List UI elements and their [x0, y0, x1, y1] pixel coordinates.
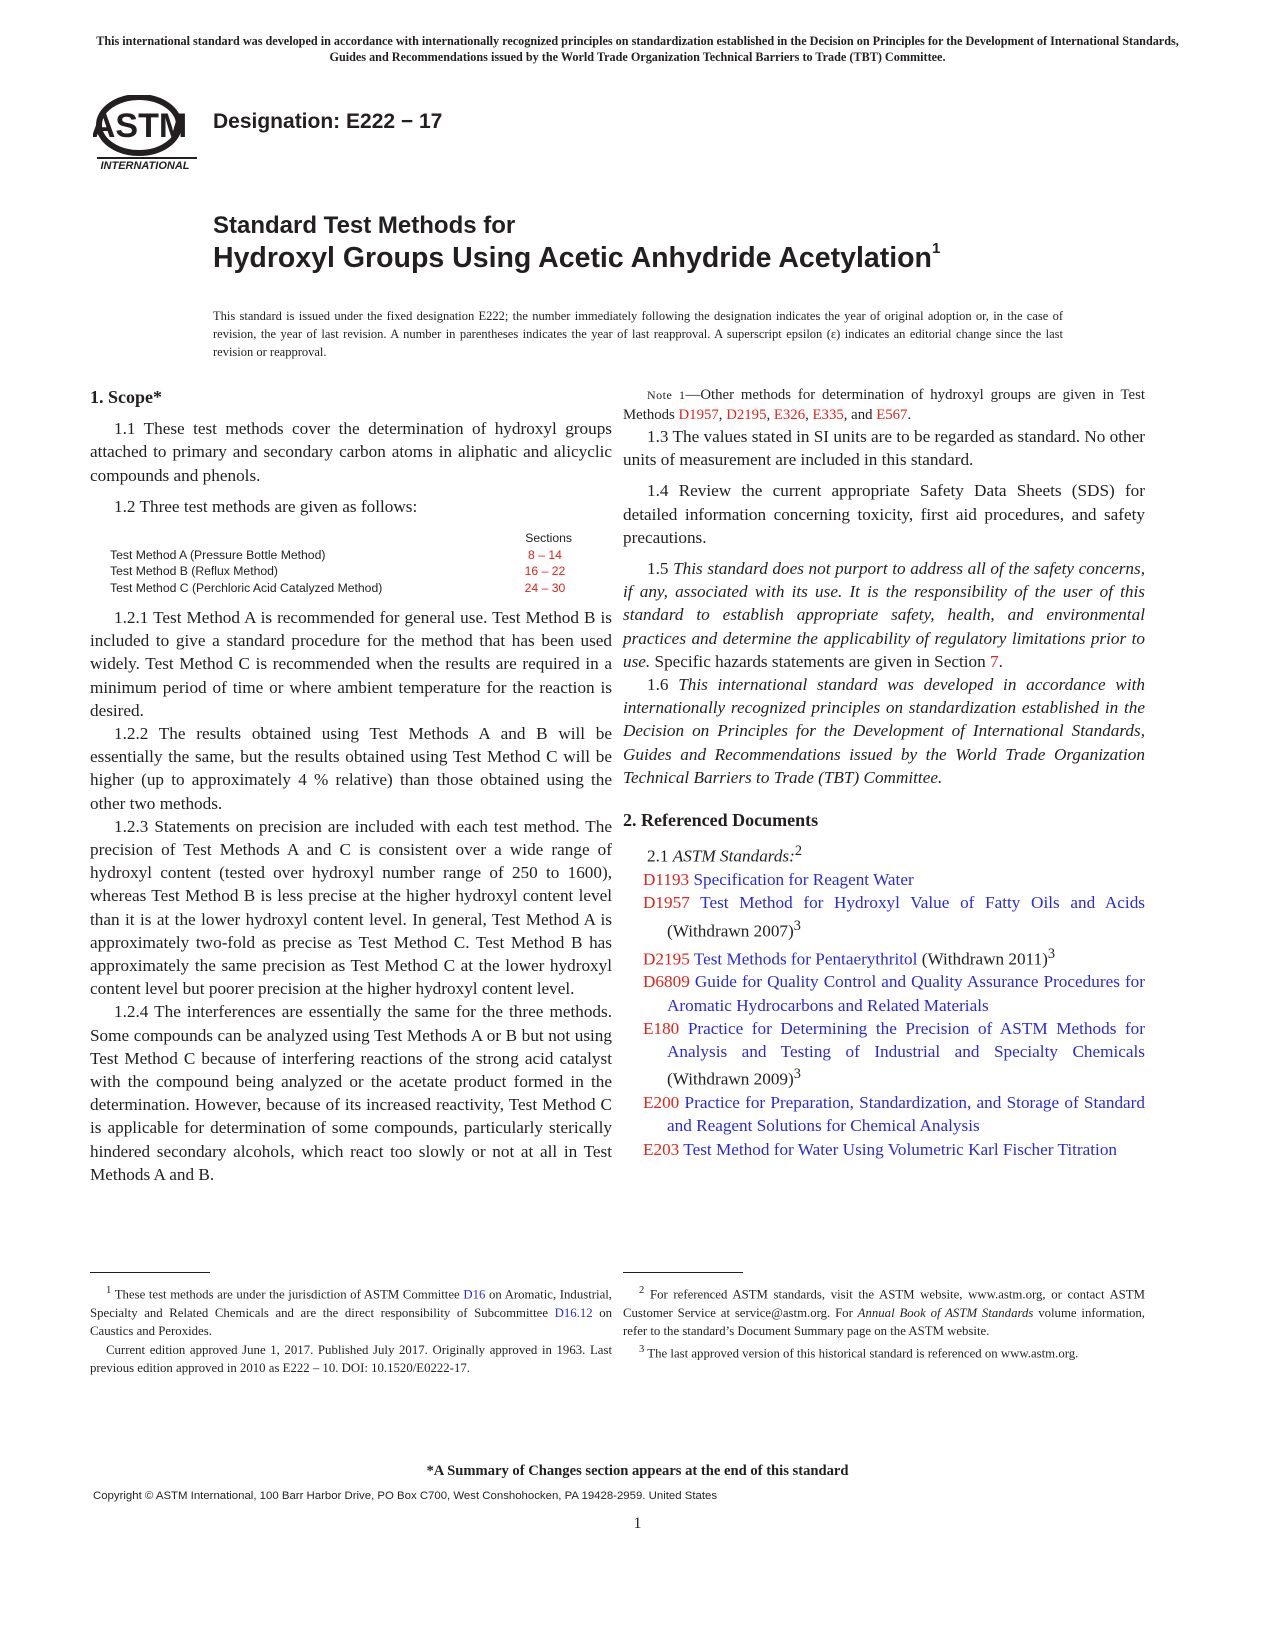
footnote-number: 1 — [106, 1285, 112, 1296]
methods-row-b — [110, 563, 580, 580]
logo-letters: ASTM — [93, 107, 188, 145]
ref-status: (Withdrawn 2007) — [667, 921, 794, 941]
footnote-ref[interactable]: 3 — [793, 917, 801, 934]
para-number: 2.1 — [647, 846, 669, 866]
para-text: Specific hazards statements are given in Section — [654, 651, 986, 671]
para-1-1: 1.1 These test methods cover the determination of hydroxyl groups attached to primary and secondary carbon atoms in aliphatic and alicyclic compounds and phenols. — [90, 419, 612, 485]
title-line-1: Standard Test Methods for — [213, 212, 516, 239]
para-1-3: 1.3 The values stated in SI units are to be regarded as standard. No other units of measurement are included in this standard. — [623, 427, 1145, 470]
para-1-2-3: 1.2.3 Statements on precision are included with each test method. The precision of Test Methods A and C is consistent over a wide range of hydroxyl content (tested over hydroxyl number range of 250 to 1600), whereas Test Method B is less precise at the higher hydroxyl content level than it is at the lower hydroxyl content level. In general, Test Method A is approximately two-fold as precise as Test Method C. Test Method B has approximately the same precision as Test Method C at the lower hydroxyl content level but poorer precision at the higher hydroxyl content level. — [90, 816, 612, 999]
para-1-6 — [623, 673, 1145, 789]
note-label: Note 1 — [647, 388, 686, 402]
method-label: Test Method A (Pressure Bottle Method) — [110, 547, 326, 562]
note-ref-link[interactable]: D1957 — [678, 406, 719, 423]
para-1-5 — [623, 557, 1145, 673]
footnote-1-edition: Current edition approved June 1, 2017. Published July 2017. Originally approved in 1963. Last previous edition approved in 2010 as E222 – 10. DOI: 10.1520/E0222-17. — [90, 1342, 612, 1376]
method-sections-link[interactable]: 8 – 14 — [528, 547, 562, 562]
left-column — [90, 386, 612, 1186]
section-2-heading: 2. Referenced Documents — [623, 810, 819, 831]
note-separator: , — [766, 406, 774, 423]
right-column — [623, 386, 1145, 1161]
note-ref-link[interactable]: D2195 — [726, 406, 767, 423]
para-1-4: 1.4 Review the current appropriate Safety Data Sheets (SDS) for detailed information concerning toxicity, first aid procedures, and safety precautions. — [623, 481, 1145, 547]
note-text: —Other methods for determination of hydroxyl groups are given in Test Methods — [623, 387, 1145, 423]
para-italic-text: This standard does not purport to address all of the safety concerns, if any, associated with its use. It is the responsibility of the user of this standard to establish appropriate safety, health, and environmental practices and determine the applicability of regulatory limitations prior to use. — [623, 559, 1145, 671]
method-label: Test Method C (Perchloric Acid Catalyzed Method) — [110, 580, 383, 595]
methods-row-a — [110, 547, 580, 564]
footnote-text: volume information, refer to the standard’s Document Summary page on the ASTM website. — [623, 1305, 1146, 1339]
note-end: . — [907, 406, 912, 423]
note-1 — [623, 386, 1145, 425]
para-1-2: 1.2 Three test methods are given as follows: — [114, 496, 418, 516]
methods-table-header: Sections — [525, 531, 572, 546]
para-italic-text: ASTM Standards: — [672, 846, 795, 866]
ref-code[interactable]: E200 — [643, 1093, 680, 1113]
ref-d1193[interactable] — [623, 868, 1145, 891]
section-1-heading: 1. Scope* — [90, 387, 162, 407]
ref-title[interactable]: Specification for Reagent Water — [693, 870, 914, 890]
designation: Designation: E222 − 17 — [213, 110, 443, 133]
footnote-3 — [623, 1341, 1145, 1363]
issuance-statement: This standard is issued under the fixed designation E222; the number immediately following the designation indicates the year of original adoption or, in the case of revision, the year of last revision. A number in parentheses indicates the year of last reapproval. A superscript epsilon (ε) indicates an editorial change since the last revision or reapproval. — [213, 309, 1063, 359]
summary-of-changes-notice: *A Summary of Changes section appears at the end of this standard — [426, 1463, 849, 1479]
copyright: Copyright © ASTM International, 100 Barr Harbor Drive, PO Box C700, West Conshohocken, PA 19428-2959. United States — [93, 1490, 718, 1502]
note-separator: , — [718, 406, 727, 423]
para-italic-text: This international standard was developed in accordance with internationally recognized principles on standardization established in the Decision on Principles for the Development of International Standards, Guides and Recommendations issued by the World Trade Organization Technical Barriers to Trade (TBT) Committee. — [623, 675, 1145, 787]
para-1-2-2: 1.2.2 The results obtained using Test Methods A and B will be essentially the same, but the results obtained using Test Method C will be higher (up to approximately 4 % relative) than those obtained using the other two methods. — [90, 724, 612, 813]
footnote-text: For referenced ASTM standards, visit the ASTM website, www.astm.org, or contact ASTM Customer Service at service@astm.org. For — [623, 1287, 1145, 1320]
ref-code[interactable]: E180 — [643, 1018, 680, 1038]
ref-code[interactable]: D2195 — [643, 949, 690, 969]
footnote-italic: Annual Book of ASTM Standards — [857, 1305, 1034, 1320]
title-text: Hydroxyl Groups Using Acetic Anhydride Acetylation — [213, 242, 932, 274]
astm-logo-graphic — [93, 95, 201, 175]
logo-word: INTERNATIONAL — [100, 160, 190, 172]
committee-link[interactable]: D16 — [463, 1287, 486, 1302]
note-ref-link[interactable]: E326 — [773, 406, 806, 423]
methods-row-c — [110, 580, 580, 597]
title-line-2 — [213, 242, 940, 275]
para-number: 1.6 — [647, 675, 669, 695]
ref-code[interactable]: D1957 — [643, 893, 690, 913]
footnote-ref[interactable]: 3 — [793, 1066, 801, 1083]
footnote-ref[interactable]: 3 — [1047, 945, 1056, 962]
section-7-link[interactable]: 7 — [990, 651, 999, 671]
ref-status: (Withdrawn 2009) — [667, 1070, 794, 1090]
note-separator: , and — [843, 406, 877, 423]
title-footnote-ref[interactable]: 1 — [931, 240, 941, 257]
note-ref-link[interactable]: E567 — [876, 406, 908, 423]
ref-title[interactable]: Guide for Quality Control and Quality Assurance Procedures for Aromatic Hydrocarbons and Related Materials — [667, 972, 1146, 1015]
ref-d2195[interactable] — [623, 943, 1145, 971]
footnote-2 — [623, 1282, 1145, 1341]
footnote-rule-right — [623, 1272, 743, 1273]
methods-table — [110, 530, 580, 596]
ref-d6809[interactable] — [623, 970, 1145, 1016]
note-separator: , — [805, 406, 813, 423]
para-1-2-1: 1.2.1 Test Method A is recommended for general use. Test Method B is included to give a standard procedure for the method that has been used widely. Test Method C is recommended when the results are required in a minimum period of time or where ambient temperature for the reaction is desired. — [90, 608, 612, 720]
footnote-text: on Aromatic, Industrial, Specialty and Related Chemicals and are the direct responsibility of Subcommittee — [90, 1287, 613, 1320]
ref-status: (Withdrawn 2011) — [917, 949, 1048, 969]
footnote-number: 3 — [639, 1343, 645, 1355]
ref-e200[interactable] — [623, 1091, 1145, 1137]
ref-code[interactable]: D1193 — [643, 870, 690, 890]
footnote-ref[interactable]: 2 — [794, 843, 803, 860]
para-2-1 — [623, 840, 1145, 868]
ref-code[interactable]: E203 — [643, 1139, 680, 1159]
footnote-text: The last approved version of this historical standard is referenced on www.astm.org. — [647, 1346, 1079, 1361]
subcommittee-link[interactable]: D16.12 — [554, 1305, 593, 1320]
footnote-number: 2 — [639, 1285, 645, 1296]
footnote-rule-left — [90, 1272, 210, 1273]
footnote-1 — [90, 1282, 612, 1341]
footnote-text: These test methods are under the jurisdiction of ASTM Committee — [114, 1287, 460, 1302]
top-notice: This international standard was developed in accordance with internationally recognized principles on standardization established in the Decision on Principles for the Development of International Standards, Guides and Recommendations issued by the World Trade Organization Technical Barriers to Trade (TBT) Committee. — [96, 34, 1179, 64]
ref-title[interactable]: Test Method for Hydroxyl Value of Fatty Oils and Acids — [700, 893, 1145, 913]
ref-d1957[interactable] — [623, 891, 1145, 942]
method-label: Test Method B (Reflux Method) — [110, 564, 278, 579]
note-ref-link[interactable]: E335 — [812, 406, 844, 423]
astm-logo — [93, 95, 201, 175]
ref-e180[interactable] — [623, 1017, 1145, 1091]
ref-e203[interactable] — [623, 1138, 1145, 1161]
ref-title[interactable]: Test Methods for Pentaerythritol — [693, 949, 918, 969]
ref-code[interactable]: D6809 — [643, 972, 690, 992]
ref-title[interactable]: Test Method for Water Using Volumetric Karl Fischer Titration — [683, 1139, 1118, 1159]
ref-title[interactable]: Practice for Preparation, Standardization, and Storage of Standard and Reagent Solutions for Chemical Analysis — [667, 1093, 1146, 1136]
page-number: 1 — [633, 1515, 642, 1532]
method-sections-link[interactable]: 24 – 30 — [524, 580, 566, 595]
footnotes-right — [623, 1282, 1145, 1363]
footnote-text: on Caustics and Peroxides. — [90, 1305, 613, 1339]
footnotes-left — [90, 1282, 612, 1378]
para-end: . — [998, 651, 1003, 671]
para-number: 1.5 — [647, 559, 669, 579]
method-sections-link[interactable]: 16 – 22 — [524, 564, 566, 579]
ref-title[interactable]: Practice for Determining the Precision of ASTM Methods for Analysis and Testing of Industrial and Specialty Chemicals — [667, 1018, 1145, 1062]
para-1-2-4: 1.2.4 The interferences are essentially the same for the three methods. Some compounds can be analyzed using Test Methods A or B but not using Test Method C because of interfering reactions of the strong acid catalyst with the compound being analyzed or the acetate product formed in the determination. However, because of its increased reactivity, Test Method C is applicable for determination of some compounds, particularly sterically hindered secondary alcohols, which react too slowly or not at all in Test Methods A and B. — [90, 1002, 612, 1184]
